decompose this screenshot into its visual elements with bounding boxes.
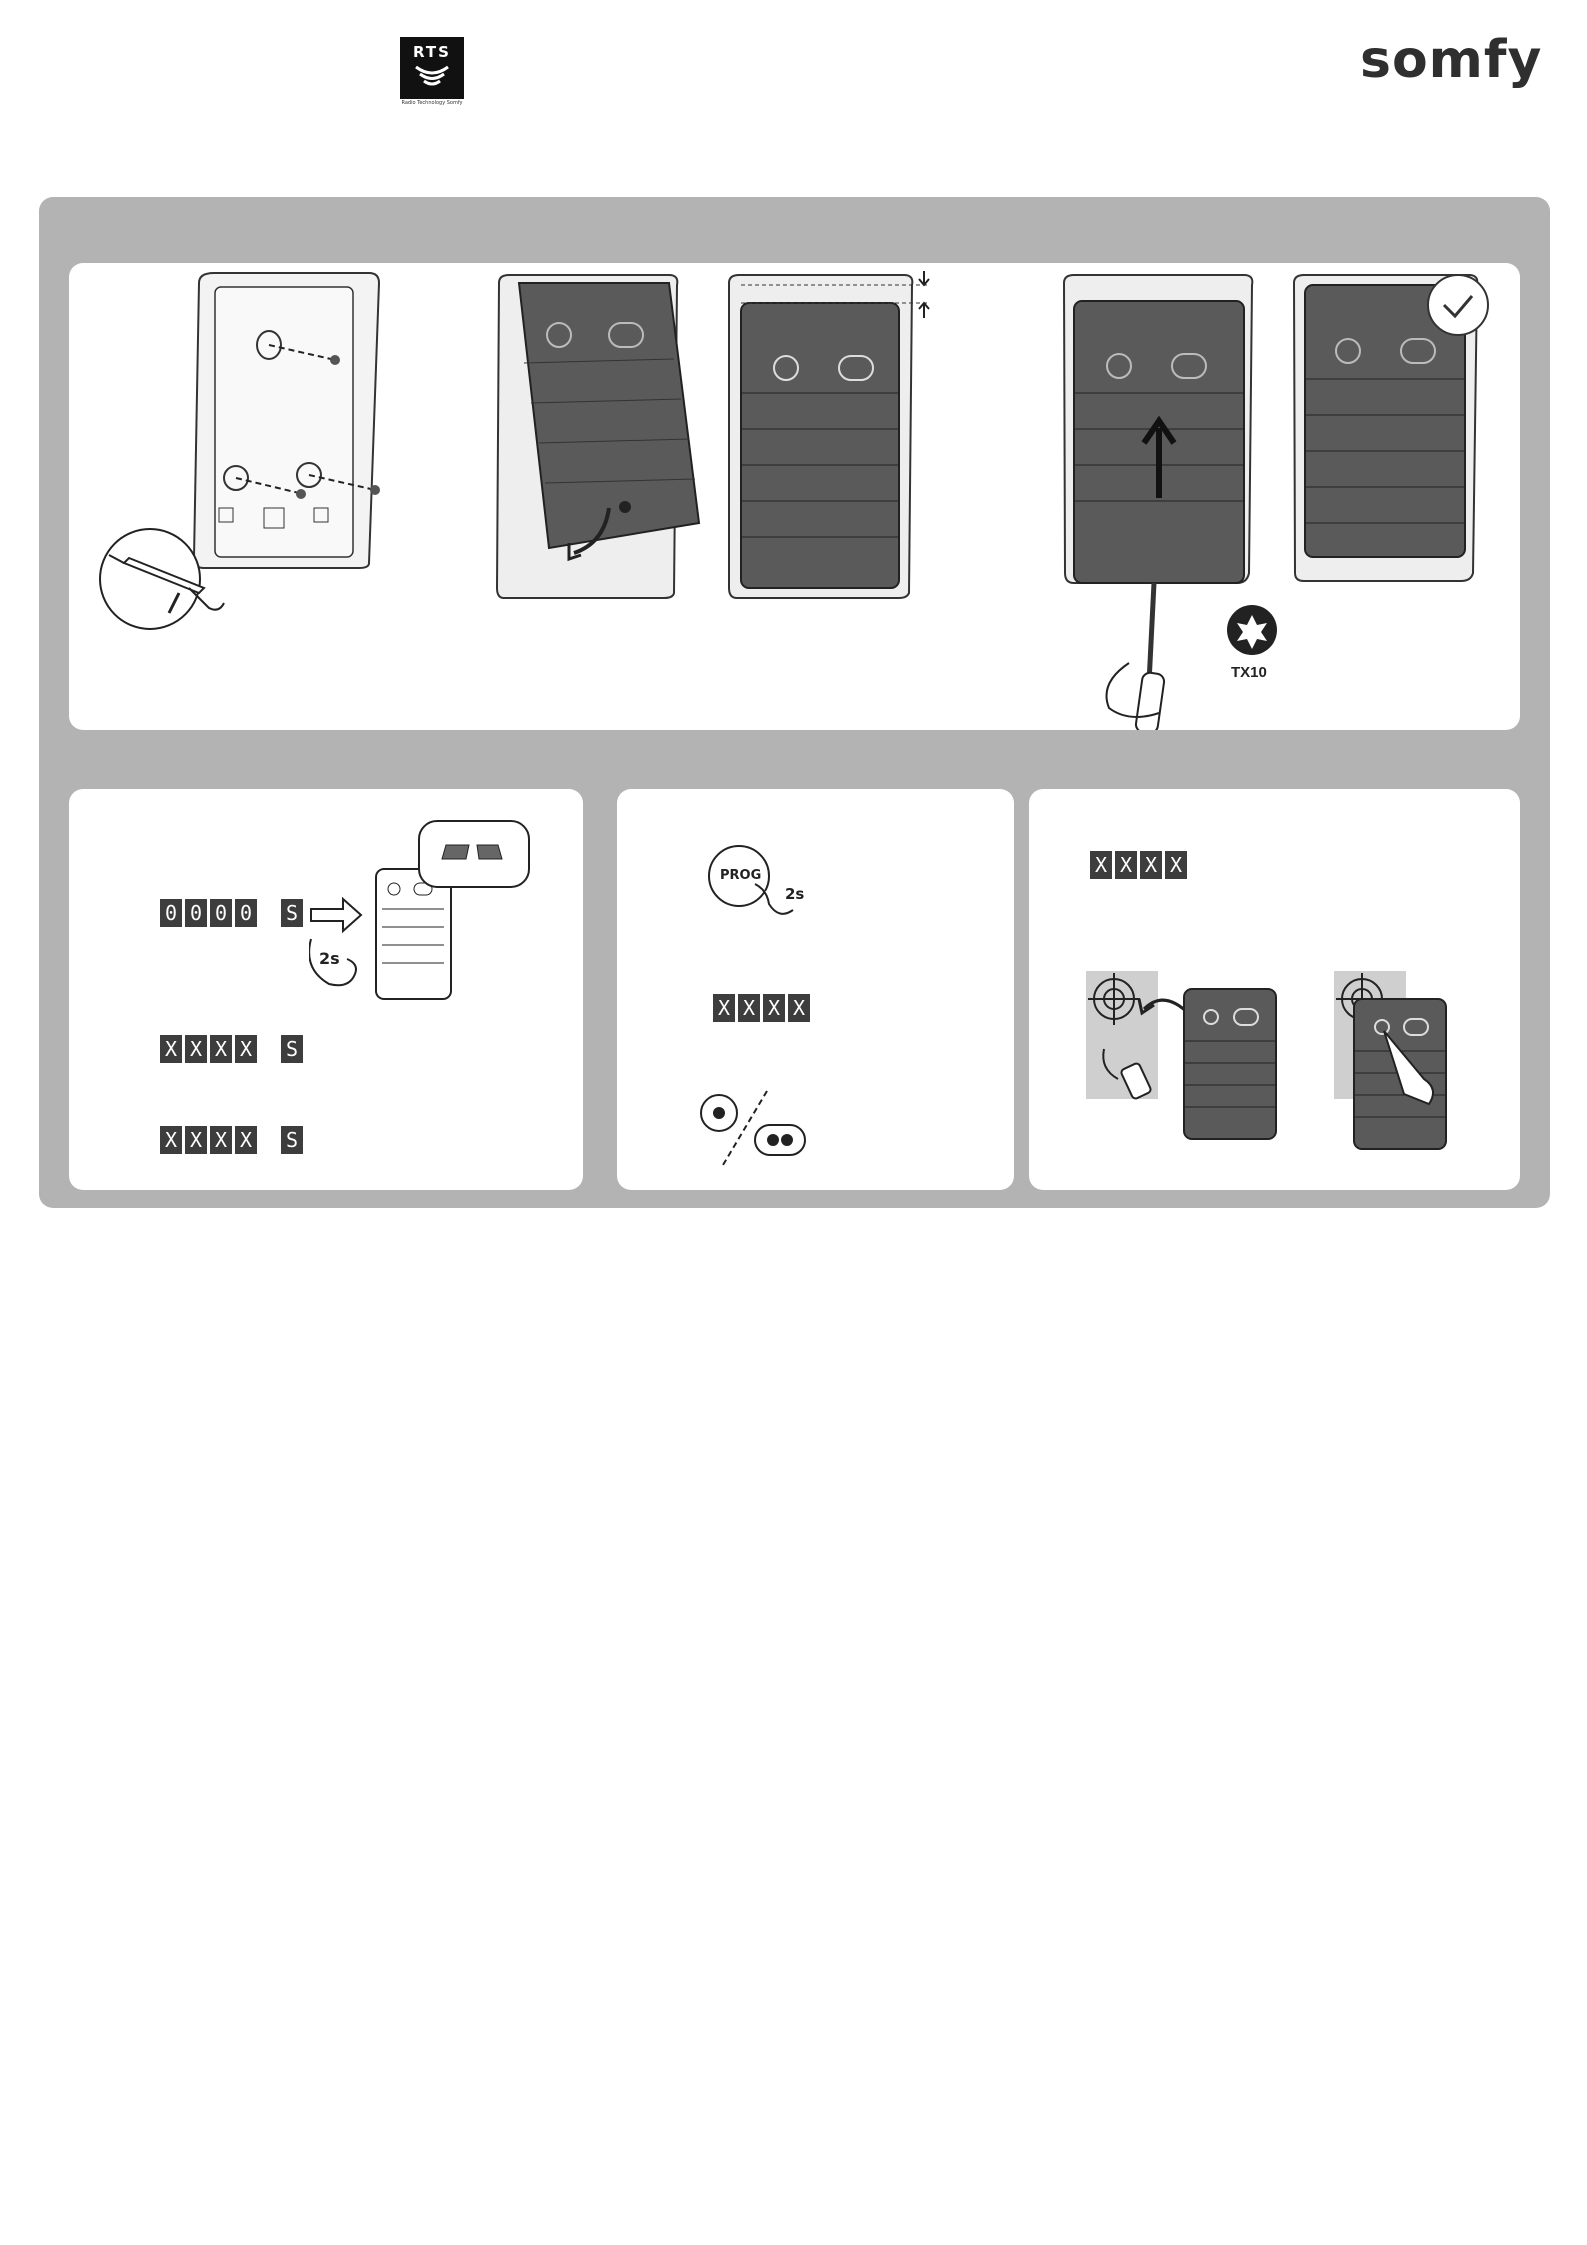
code-digit: X	[160, 1126, 182, 1154]
backplate-figure	[100, 273, 380, 629]
code-digit: X	[185, 1126, 207, 1154]
rts-logo	[400, 37, 464, 99]
code-digit: X	[1115, 851, 1137, 879]
pair-step-card	[1029, 789, 1520, 1190]
code-digit: 0	[160, 899, 182, 927]
prog-label: PROG	[720, 868, 762, 883]
keypad-pairing-icon	[374, 819, 549, 1004]
code-digit: 0	[210, 899, 232, 927]
prog-code-row	[713, 994, 810, 1022]
installation-illustration	[69, 263, 1520, 730]
keypad-final-figure	[1294, 275, 1488, 581]
rts-logo-text: RTS	[413, 43, 451, 61]
brand-logo: somfy	[1360, 30, 1543, 90]
code-digit: X	[788, 994, 810, 1022]
code-key-s: S	[281, 1035, 303, 1063]
prog-hold-time: 2s	[785, 885, 805, 903]
code-digit: X	[210, 1035, 232, 1063]
code-digit: X	[763, 994, 785, 1022]
code-digit: X	[210, 1126, 232, 1154]
code-digit: X	[1140, 851, 1162, 879]
code-digit: X	[185, 1035, 207, 1063]
keypad-lock-figure	[1064, 275, 1277, 730]
code-row-new	[160, 1035, 303, 1063]
code-digit: X	[1165, 851, 1187, 879]
code-digit: X	[235, 1035, 257, 1063]
code-row-initial	[160, 899, 303, 927]
rts-logo-subtext: Radio Technology Somfy	[401, 100, 463, 106]
code-digit: 0	[185, 899, 207, 927]
keypad-closed-figure	[729, 271, 929, 598]
code-row-confirm	[160, 1126, 303, 1154]
code-digit: X	[1090, 851, 1112, 879]
code-key-s: S	[281, 899, 303, 927]
code-step-card	[69, 789, 583, 1190]
prog-button-icon	[707, 844, 827, 924]
pair-code-row	[1090, 851, 1187, 879]
installation-card	[69, 263, 1520, 730]
code-digit: X	[738, 994, 760, 1022]
code-digit: 0	[235, 899, 257, 927]
tool-label: TX10	[1231, 664, 1267, 681]
pairing-illustration	[1084, 969, 1504, 1174]
radio-waves-icon	[400, 61, 464, 91]
prog-step-card	[617, 789, 1014, 1190]
button-choice-icon	[697, 1089, 817, 1169]
code-digit: X	[713, 994, 735, 1022]
keypad-attach-figure	[497, 275, 699, 598]
hold-time-label: 2s	[319, 949, 340, 968]
code-key-s: S	[281, 1126, 303, 1154]
code-digit: X	[160, 1035, 182, 1063]
code-digit: X	[235, 1126, 257, 1154]
